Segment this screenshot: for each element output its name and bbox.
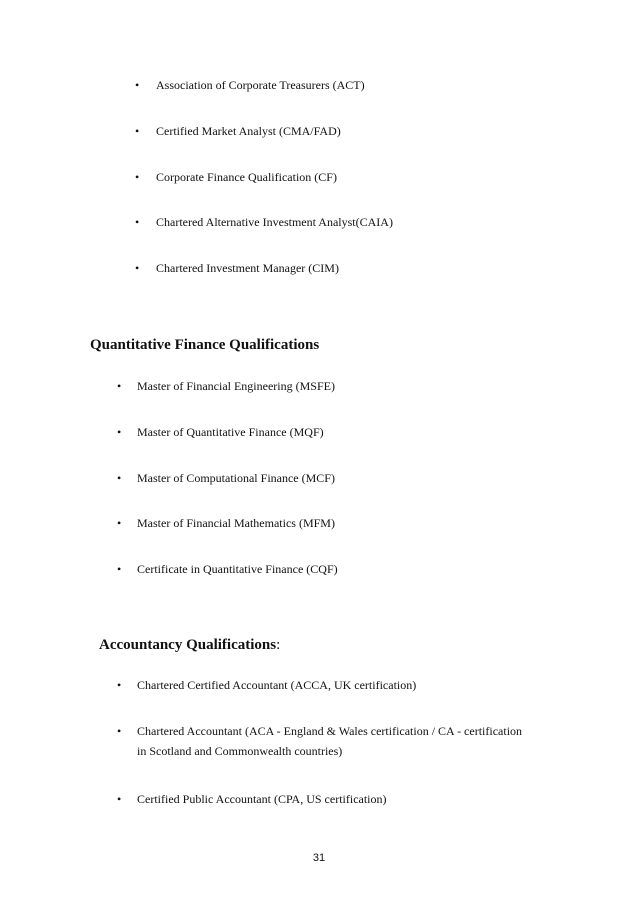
bullet-icon: • xyxy=(135,261,140,275)
list-item: Association of Corporate Treasurers (ACT) xyxy=(156,78,365,92)
page-number: 31 xyxy=(312,852,326,864)
bullet-icon: • xyxy=(135,78,140,92)
bullet-icon: • xyxy=(135,215,140,229)
bullet-icon: • xyxy=(117,471,122,485)
bullet-icon: • xyxy=(117,379,122,393)
bullet-icon: • xyxy=(117,724,122,738)
list-item: Master of Quantitative Finance (MQF) xyxy=(137,425,324,439)
bullet-icon: • xyxy=(135,124,140,138)
heading-colon: : xyxy=(276,637,281,653)
list-item: Certificate in Quantitative Finance (CQF) xyxy=(137,562,338,576)
list-item: Master of Financial Mathematics (MFM) xyxy=(137,516,335,530)
list-item: Chartered Certified Accountant (ACCA, UK certification) xyxy=(137,678,417,692)
bullet-icon: • xyxy=(135,170,140,184)
list-item: Master of Computational Finance (MCF) xyxy=(137,471,335,485)
section-heading-accountancy xyxy=(99,635,280,655)
bullet-icon: • xyxy=(117,425,122,439)
list-item-continuation: in Scotland and Commonwealth countries) xyxy=(137,744,343,758)
bullet-icon: • xyxy=(117,562,122,576)
section-heading-quantitative-finance: Quantitative Finance Qualifications xyxy=(90,337,320,353)
list-item: Chartered Alternative Investment Analyst(CAIA) xyxy=(156,215,393,229)
heading-text: Accountancy Qualifications xyxy=(99,637,277,653)
bullet-icon: • xyxy=(117,792,122,806)
list-item: Certified Public Accountant (CPA, US certification) xyxy=(137,792,387,806)
list-item: Corporate Finance Qualification (CF) xyxy=(156,170,337,184)
list-item: Chartered Accountant (ACA - England & Wales certification / CA - certification xyxy=(137,724,523,738)
list-item: Certified Market Analyst (CMA/FAD) xyxy=(156,124,341,138)
list-item: Master of Financial Engineering (MSFE) xyxy=(137,379,335,393)
bullet-icon: • xyxy=(117,516,122,530)
list-item: Chartered Investment Manager (CIM) xyxy=(156,261,339,275)
bullet-icon: • xyxy=(117,678,122,692)
